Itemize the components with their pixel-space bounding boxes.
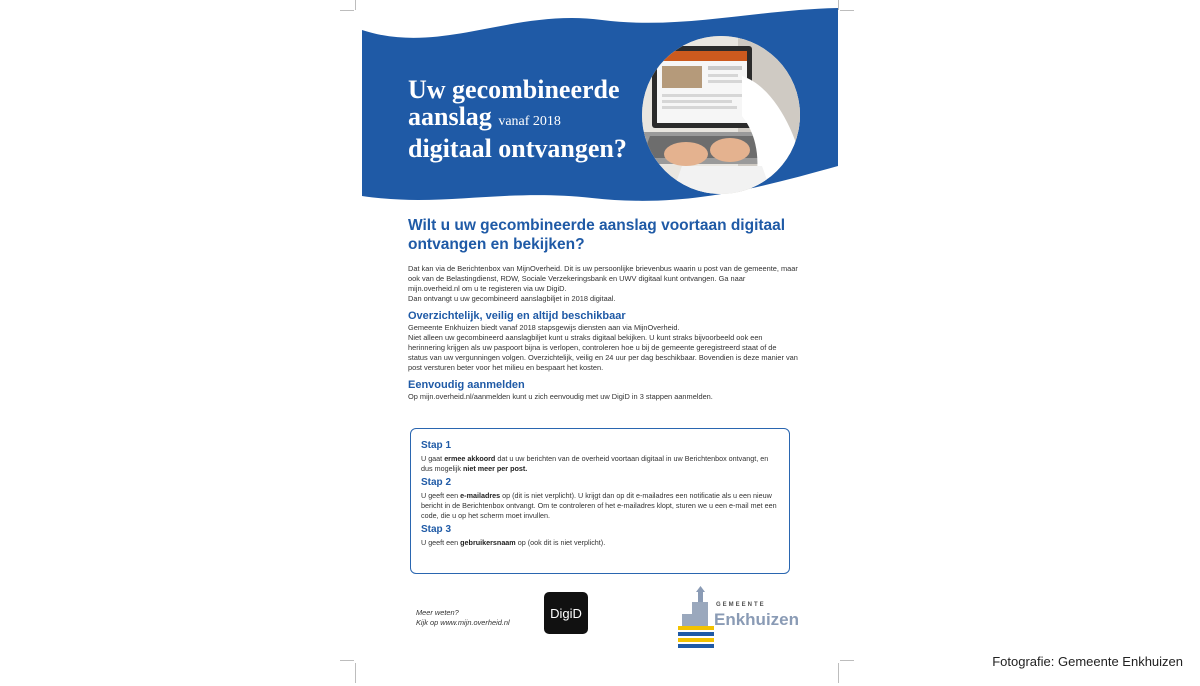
step-text: U geeft een e-mailadres op (dit is niet verplicht). U krijgt dan op dit e-mailadres een notificatie als u een nieuw bericht in de Berichtenbox ontvangt. Om te controleren of het e-mailadres klopt, sturen we u een e-mail met een code, die u op het scherm moet invullen. (421, 491, 777, 520)
main-heading: Wilt u uw gecombineerde aanslag voortaan digitaal ontvangen en bekijken? (408, 217, 786, 253)
main-content (408, 216, 798, 402)
intro-text: Dat kan via de Berichtenbox van MijnOverheid. Dit is uw persoonlijke brievenbus waarin u post van de gemeente, maar ook van de Belastingdienst, RDW, Sociale Verzekeringsbank en UWV digitaal kunt ontvangen. Ga naar mijn.overheid.nl om u te registeren via uw DigiD. Dan ontvangt u uw gecombineerd aanslagbiljet in 2018 digitaal. (408, 264, 798, 303)
steps-box (410, 428, 790, 574)
photo-credit: Fotografie: Gemeente Enkhuizen (992, 654, 1183, 669)
town-tower-icon (678, 586, 718, 648)
crop-mark (340, 10, 354, 11)
section-text-aanmelden: Op mijn.overheid.nl/aanmelden kunt u zich eenvoudig met uw DigiD in 3 stappen aanmelden. (408, 392, 713, 401)
gemeente-label: GEMEENTE (716, 602, 766, 608)
step-item (421, 440, 779, 474)
gemeente-enkhuizen-logo (678, 586, 808, 648)
crop-mark (355, 663, 356, 683)
crop-mark (340, 660, 354, 661)
crop-mark (838, 0, 839, 10)
crop-mark (840, 660, 854, 661)
crop-mark (838, 663, 839, 683)
website-link[interactable]: Kijk op www.mijn.overheid.nl (416, 618, 510, 627)
section-heading-overzichtelijk: Overzichtelijk, veilig en altijd beschikbaar (408, 310, 626, 322)
section-text-overzichtelijk: Gemeente Enkhuizen biedt vanaf 2018 stapsgewijs diensten aan via MijnOverheid. Niet alleen uw gecombineerd aanslagbiljet kunt u straks digitaal bekijken. U kunt straks bijvoorbeeld ook een herinnering krijgen als uw paspoort bijna is verlopen, controleren hoe u bij de gemeente geregistreerd staat of de status van uw vergunningen volgen. Overzichtelijk, veilig en 24 uur per dag beschikbaar. Bovendien is deze manier van post versturen beter voor het milieu en bespaart het kosten. (408, 323, 798, 372)
digid-logo: DigiD (544, 592, 588, 634)
laptop-photo (642, 36, 800, 194)
crop-mark (355, 0, 356, 10)
section-heading-aanmelden: Eenvoudig aanmelden (408, 379, 525, 391)
headline-line-1: Uw gecombineerde (408, 75, 620, 104)
gemeente-name: Enkhuizen (714, 610, 800, 629)
step-text: U gaat ermee akkoord dat u uw berichten van de overheid voortaan digitaal in uw Berichtenbox ontvangt, en dus mogelijk niet meer per post. (421, 454, 769, 473)
step-item (421, 477, 779, 521)
step-item (421, 524, 779, 548)
headline-line-2: aanslag vanaf 2018 (408, 102, 561, 131)
flyer-page (362, 8, 838, 656)
headline (408, 76, 627, 162)
header-banner (362, 8, 838, 208)
step-title: Stap 2 (421, 477, 452, 488)
crop-mark (840, 10, 854, 11)
more-info: Meer weten? Kijk op www.mijn.overheid.nl (416, 608, 510, 627)
step-title: Stap 1 (421, 440, 452, 451)
headline-line-3: digitaal ontvangen? (408, 134, 627, 163)
step-title: Stap 3 (421, 524, 452, 535)
step-text: U geeft een gebruikersnaam op (ook dit is niet verplicht). (421, 538, 606, 547)
